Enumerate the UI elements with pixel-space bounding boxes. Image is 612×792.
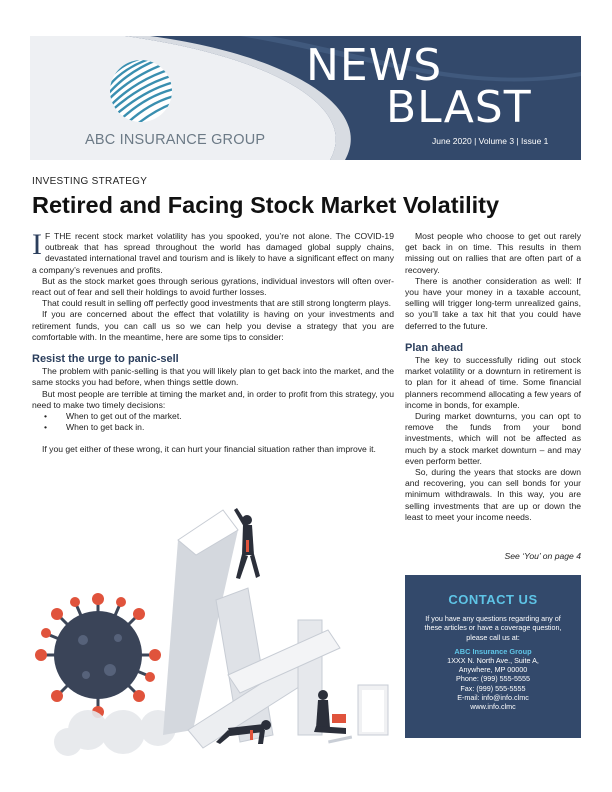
- section-label: INVESTING STRATEGY: [32, 176, 148, 187]
- paragraph: Most people who choose to get out rarely get back in on time. This results in them missing out on rallies that are often part of a recovery.: [405, 231, 581, 275]
- masthead: [30, 36, 581, 160]
- newsletter-title-line2: BLAST: [386, 82, 532, 133]
- paragraph: There is another consideration as well: If you have your money in a taxable account, selling will trigger long-term unrealized gains, so you’ll take a tax hit that you could have deferred to the future.: [405, 275, 581, 331]
- continued-reference: See ‘You’ on page 4: [504, 551, 581, 561]
- paragraph: If you are concerned about the effect that volatility is having on your investments and retirement funds, you can call us so we can help you devise a strategy that you are comfortable with. In the meantime, here are some tips to consider:: [32, 309, 394, 342]
- globe-logo-icon: [108, 58, 174, 124]
- businessman-sitting-icon: [314, 690, 346, 734]
- paragraph: That could result in selling off perfectly good investments that are still strong longterm plays.: [42, 298, 392, 309]
- paragraph: The problem with panic-selling is that you will likely plan to get back into the market, and the same stocks you had before, when things settle down.: [32, 366, 394, 388]
- falling-chart-bars: [163, 510, 388, 748]
- businessman-climbing-icon: [234, 508, 260, 579]
- contact-email[interactable]: E-mail: info@info.clmc: [457, 693, 529, 703]
- contact-website[interactable]: www.info.clmc: [470, 702, 516, 712]
- article-headline: Retired and Facing Stock Market Volatility: [32, 192, 500, 218]
- coronavirus-market-crash-illustration: [28, 480, 402, 780]
- paragraph: The key to successfully riding out stock market volatility or a downturn in retirement is to plan for it ahead of time. Some financial planners recommend allocating a few years of income in bonds, for example.: [405, 355, 581, 410]
- paragraph: During market downturns, you can opt to remove the funds from your bond investments, which will not be affected as much by a stock market downturn – and may even perform better.: [405, 411, 581, 466]
- paragraph-text: F THE recent stock market volatility has you spooked, you’re not alone. The COVID-19 outbreak that has spread throughout the world has damaged global supply chains, devastated international travel and tourism and is likely to have a significant effect on many a company’s revenues and profits.: [32, 231, 394, 275]
- subheading-panic-sell: Resist the urge to panic-sell: [32, 353, 179, 366]
- contact-title: CONTACT US: [448, 592, 538, 607]
- list-item: • When to get out of the market.: [42, 411, 394, 422]
- paragraph: If you get either of these wrong, it can hurt your financial situation rather than improve it.: [42, 444, 376, 455]
- list-item: • When to get back in.: [42, 422, 394, 433]
- contact-fax: Fax: (999) 555-5555: [460, 683, 526, 693]
- drop-cap: I: [32, 228, 42, 261]
- left-column: [32, 228, 394, 456]
- paragraph: But most people are terrible at timing the market and, in order to profit from this strategy, you need to make two timely decisions:: [32, 388, 394, 410]
- coronavirus-icon: [35, 593, 161, 718]
- paragraph: [32, 228, 394, 276]
- paragraph: But as the stock market goes through serious gyrations, individual investors will often over-react out of fear and sell their holdings to avoid further losses.: [32, 275, 394, 298]
- issue-info: June 2020 | Volume 3 | Issue 1: [432, 136, 549, 146]
- contact-address-line1: 1XXX N. North Ave., Suite A,: [447, 655, 539, 665]
- contact-address-line2: Anywhere, MP 00000: [458, 665, 528, 675]
- contact-phone: Phone: (999) 555-5555: [456, 674, 530, 684]
- newsletter-title-line1: NEWS: [306, 40, 443, 91]
- contact-box: [405, 575, 581, 738]
- tips-list: [42, 411, 394, 433]
- subheading-plan-ahead: Plan ahead: [405, 341, 464, 354]
- contact-company: ABC Insurance Group: [454, 646, 532, 656]
- paragraph: So, during the years that stocks are down and recovering, you can sell bonds for your minimum withdrawals. In this way, you are selling investments that are up or down the least to meet your income needs.: [405, 467, 581, 522]
- right-column: [405, 231, 581, 523]
- contact-intro: If you have any questions regarding any of these articles or have a coverage question, please call us at:: [424, 614, 562, 642]
- brand-name: ABC INSURANCE GROUP: [85, 132, 266, 148]
